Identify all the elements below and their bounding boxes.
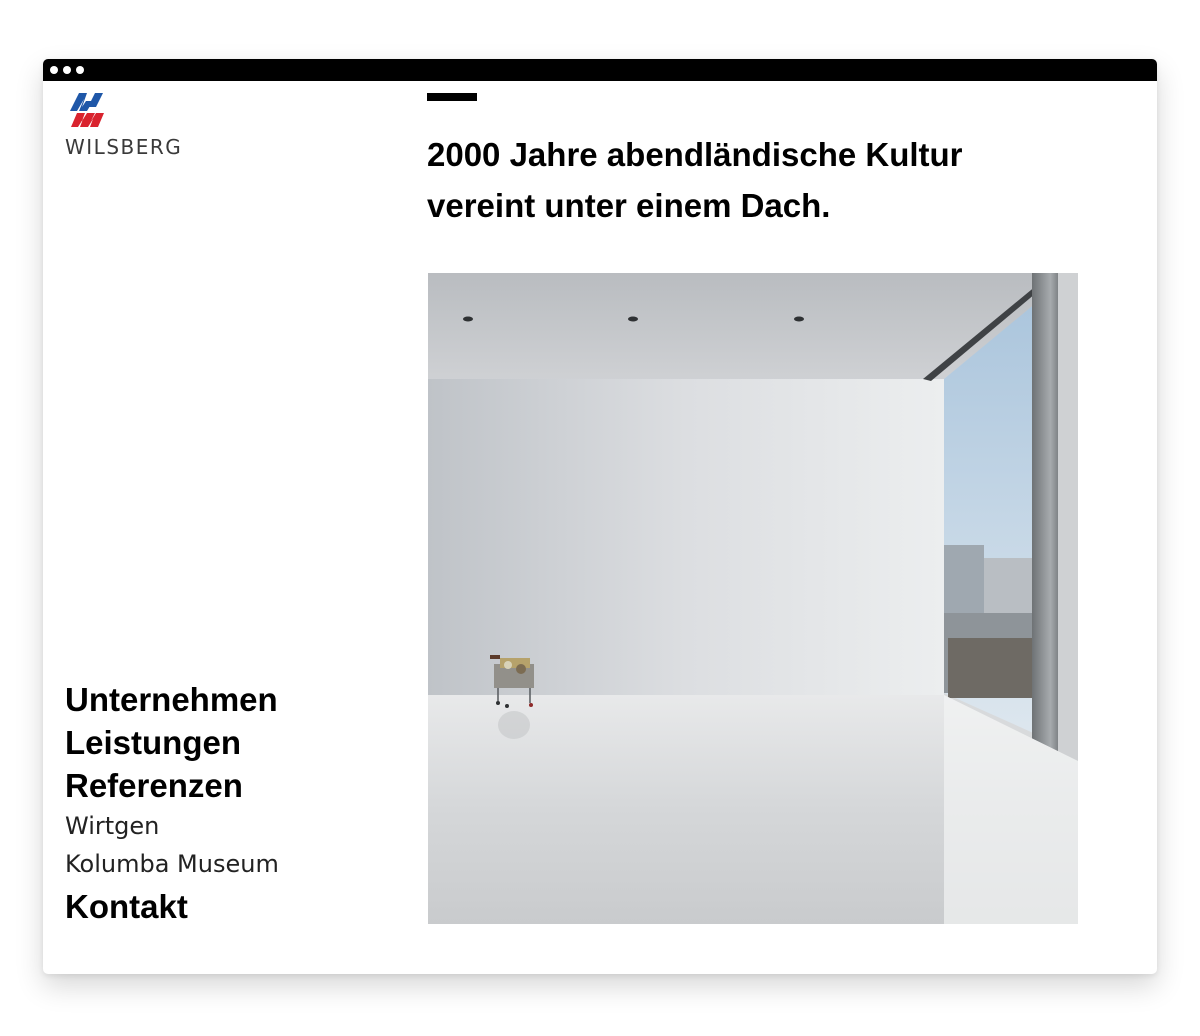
- nav-item-leistungen[interactable]: Leistungen: [65, 724, 242, 761]
- hero-image: [428, 273, 1078, 924]
- window-titlebar: [43, 59, 1157, 81]
- nav-item-kontakt[interactable]: Kontakt: [65, 888, 188, 925]
- headline-accent-bar: [427, 93, 477, 101]
- window-control-dot-icon[interactable]: [63, 66, 71, 74]
- nav-subitem-kolumba-museum[interactable]: Kolumba Museum: [65, 850, 279, 878]
- nav-subitem-wirtgen[interactable]: Wirtgen: [65, 812, 160, 840]
- browser-window: [43, 59, 1157, 974]
- page-headline: [427, 129, 1127, 231]
- nav-item-referenzen[interactable]: Referenzen: [65, 767, 243, 804]
- logo-link[interactable]: [65, 91, 215, 161]
- main-navigation: [65, 678, 385, 928]
- headline-line-2: vereint unter einem Dach.: [427, 187, 831, 224]
- wilsberg-logo-icon: [65, 91, 117, 131]
- museum-gallery-photo-icon: [428, 273, 1078, 924]
- window-control-dot-icon[interactable]: [76, 66, 84, 74]
- logo-text: WILSBERG: [65, 135, 183, 159]
- headline-line-1: 2000 Jahre abendländische Kultur: [427, 136, 963, 173]
- nav-item-unternehmen[interactable]: Unternehmen: [65, 681, 278, 718]
- window-control-dot-icon[interactable]: [50, 66, 58, 74]
